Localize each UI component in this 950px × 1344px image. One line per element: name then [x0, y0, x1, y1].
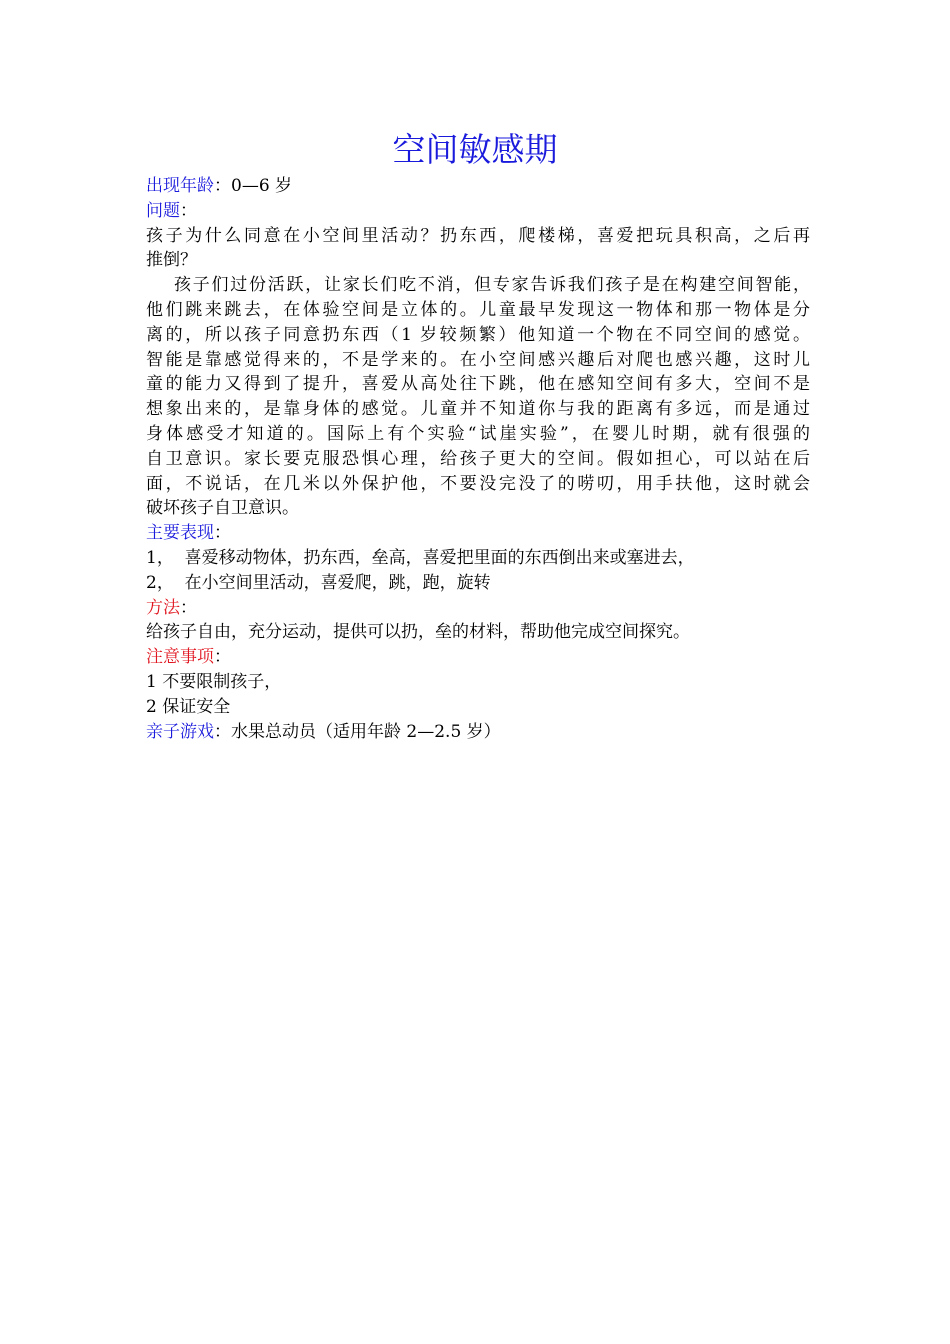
- method-label: 方法: [146, 597, 180, 618]
- method-colon: ：: [180, 597, 197, 618]
- explanation-line: 身体感受才知道的。国际上有个实验“试崖实验”，在婴儿时期，就有很强的: [146, 423, 810, 444]
- method-text: 给孩子自由，充分运动，提供可以扔，垒的材料，帮助他完成空间探究。: [146, 622, 690, 643]
- list-item: 1 不要限制孩子，: [146, 671, 282, 692]
- manifestations-label: 主要表现: [146, 523, 214, 544]
- explanation-line: 他们跳来跳去，在体验空间是立体的。儿童最早发现这一物体和那一物体是分: [146, 299, 810, 320]
- manifestations-colon: ：: [214, 523, 231, 544]
- explanation-line: 想象出来的，是靠身体的感觉。儿童并不知道你与我的距离有多远，而是通过: [146, 399, 810, 420]
- game-colon: ：: [214, 721, 231, 742]
- notes-label: 注意事项: [146, 647, 214, 668]
- question-line: 孩子为什么同意在小空间里活动？扔东西，爬楼梯，喜爱把玩具积高，之后再: [146, 225, 810, 246]
- question-label: 问题: [146, 200, 180, 221]
- list-item: 2 保证安全: [146, 696, 231, 717]
- game-row: [146, 720, 810, 745]
- age-row: [146, 174, 810, 199]
- list-item: 1， 喜爱移动物体，扔东西，垒高，喜爱把里面的东西倒出来或塞进去，: [146, 547, 695, 568]
- explanation-line: 破坏孩子自卫意识。: [146, 498, 299, 519]
- list-item: 2， 在小空间里活动，喜爱爬，跳，跑，旋转: [146, 572, 491, 593]
- age-label: 出现年龄: [146, 176, 214, 196]
- method-label-row: [146, 596, 810, 621]
- question-paragraph: [146, 224, 810, 274]
- game-value: 水果总动员（适用年龄 2—2.5 岁）: [231, 721, 501, 742]
- explanation-line: 孩子们过份活跃，让家长们吃不消，但专家告诉我们孩子是在构建空间智能，: [174, 275, 810, 296]
- question-colon: ：: [180, 200, 197, 221]
- explanation-line: 智能是靠感觉得来的，不是学来的。在小空间感兴趣后对爬也感兴趣，这时儿: [146, 349, 810, 370]
- document-body: [146, 174, 810, 744]
- question-label-row: [146, 199, 810, 224]
- age-value: 0—6 岁: [231, 176, 293, 196]
- explanation-paragraph: [146, 273, 810, 521]
- explanation-line: 童的能力又得到了提升，喜爱从高处往下跳，他在感知空间有多大，空间不是: [146, 374, 810, 395]
- explanation-line: 离的，所以孩子同意扔东西（1 岁较频繁）他知道一个物在不同空间的感觉。: [146, 324, 810, 345]
- explanation-line: 自卫意识。家长要克服恐惧心理，给孩子更大的空间。假如担心，可以站在后: [146, 448, 810, 469]
- document-title: 空间敏感期: [392, 130, 558, 169]
- explanation-line: 面，不说话，在几米以外保护他，不要没完没了的唠叨，用手扶他，这时就会: [146, 473, 810, 494]
- notes-colon: ：: [214, 647, 231, 668]
- age-colon: ：: [214, 176, 231, 196]
- manifestations-label-row: [146, 521, 810, 546]
- game-label: 亲子游戏: [146, 721, 214, 742]
- notes-label-row: [146, 645, 810, 670]
- question-line: 推倒？: [146, 250, 197, 271]
